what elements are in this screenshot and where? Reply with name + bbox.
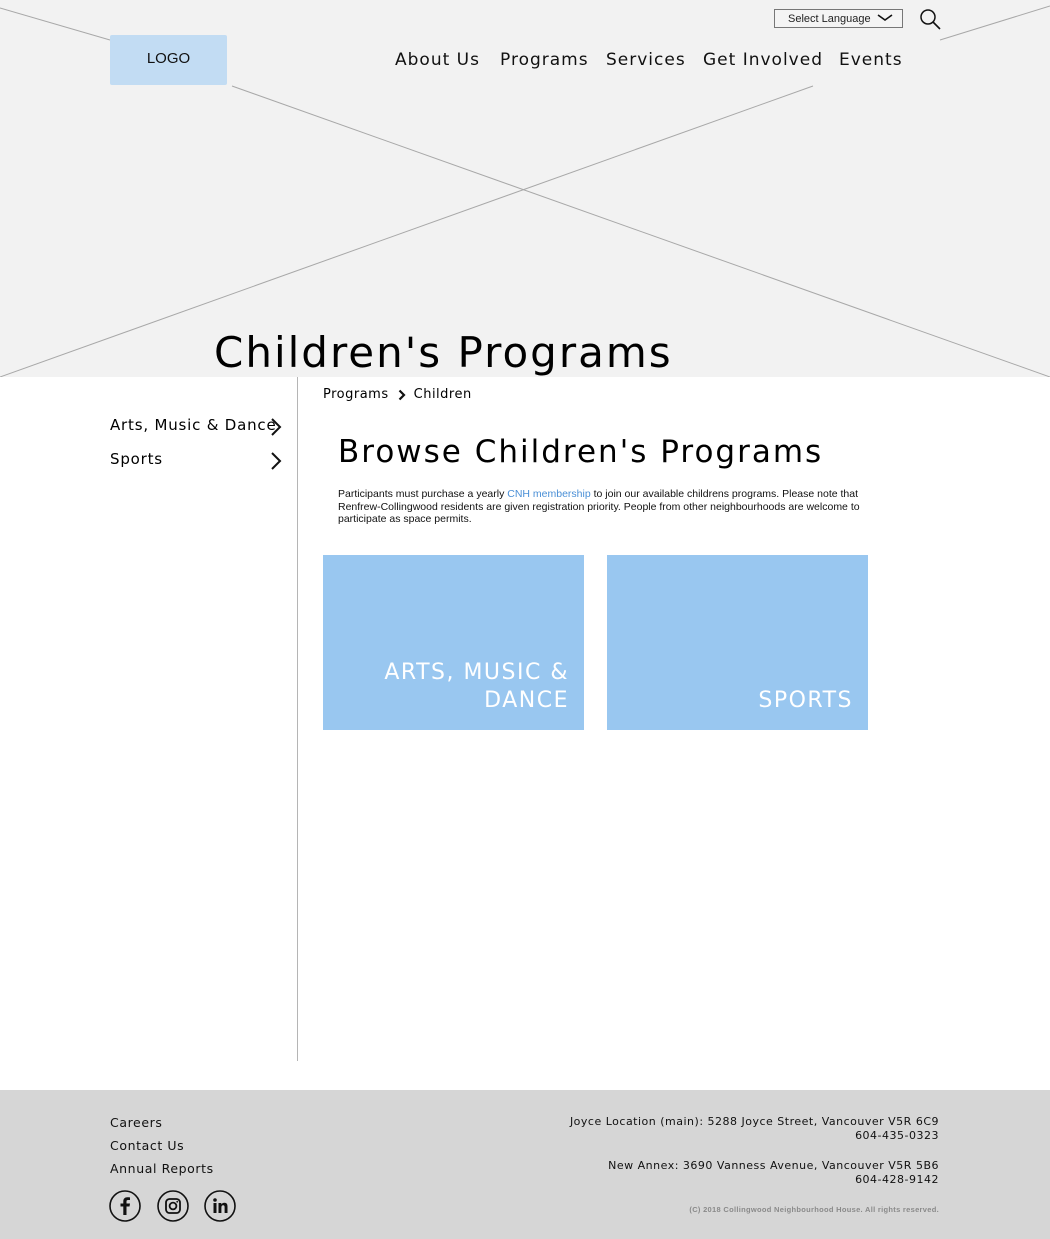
linkedin-icon[interactable] — [204, 1190, 236, 1222]
sidebar-item-arts-music-dance[interactable] — [110, 416, 282, 440]
location-main-phone: 604-435-0323 — [855, 1129, 939, 1142]
chevron-right-icon — [270, 451, 282, 471]
nav-get-involved[interactable]: Get Involved — [703, 50, 823, 70]
breadcrumb-children: Children — [413, 387, 472, 402]
breadcrumb-programs[interactable]: Programs — [323, 387, 389, 402]
card-label-line: DANCE — [484, 688, 569, 713]
chevron-right-icon — [270, 417, 282, 437]
hero-banner — [0, 0, 1050, 377]
card-label-line: ARTS, MUSIC & — [384, 660, 569, 685]
sidebar-item-label: Sports — [110, 450, 163, 468]
chevron-right-icon — [398, 389, 406, 401]
language-select-label: Select Language — [788, 12, 871, 25]
footer-link-contact-us[interactable]: Contact Us — [110, 1138, 185, 1153]
language-select[interactable] — [774, 9, 903, 28]
copyright: (C) 2018 Collingwood Neighbourhood House. All rights reserved. — [689, 1205, 939, 1214]
card-label — [384, 659, 569, 715]
breadcrumb — [323, 387, 472, 402]
intro-text — [338, 488, 883, 526]
nav-services[interactable]: Services — [606, 50, 686, 70]
card-label-line: SPORTS — [758, 688, 853, 713]
sidebar-divider — [297, 377, 298, 1061]
program-card-arts-music-dance[interactable] — [323, 555, 584, 730]
facebook-icon[interactable] — [109, 1190, 141, 1222]
nav-about-us[interactable]: About Us — [395, 50, 480, 70]
page-title: Children's Programs — [214, 328, 673, 377]
location-annex-phone: 604-428-9142 — [855, 1173, 939, 1186]
program-card-sports[interactable] — [607, 555, 868, 730]
footer-link-careers[interactable]: Careers — [110, 1115, 163, 1130]
intro-text-end: to join our available childrens programs. Please note that Renfrew-Collingwood residents are given registration priority. People from other neighbourhoods are welcome to participate as space permits. — [338, 488, 860, 525]
logo-text: LOGO — [146, 50, 191, 67]
nav-programs[interactable]: Programs — [500, 50, 589, 70]
chevron-down-icon — [877, 13, 893, 23]
nav-events[interactable]: Events — [839, 50, 903, 70]
location-annex-address: New Annex: 3690 Vanness Avenue, Vancouver V5R 5B6 — [608, 1159, 939, 1172]
section-heading: Browse Children's Programs — [338, 434, 824, 470]
membership-link[interactable]: CNH membership — [507, 488, 591, 500]
footer-link-annual-reports[interactable]: Annual Reports — [110, 1161, 214, 1176]
card-label — [758, 687, 853, 715]
logo[interactable] — [110, 35, 227, 85]
search-icon[interactable] — [918, 8, 942, 32]
sidebar-item-label: Arts, Music & Dance — [110, 416, 277, 434]
instagram-icon[interactable] — [157, 1190, 189, 1222]
sidebar-item-sports[interactable] — [110, 450, 282, 474]
location-main-address: Joyce Location (main): 5288 Joyce Street, Vancouver V5R 6C9 — [569, 1115, 939, 1128]
intro-text-start: Participants must purchase a yearly — [338, 488, 508, 500]
